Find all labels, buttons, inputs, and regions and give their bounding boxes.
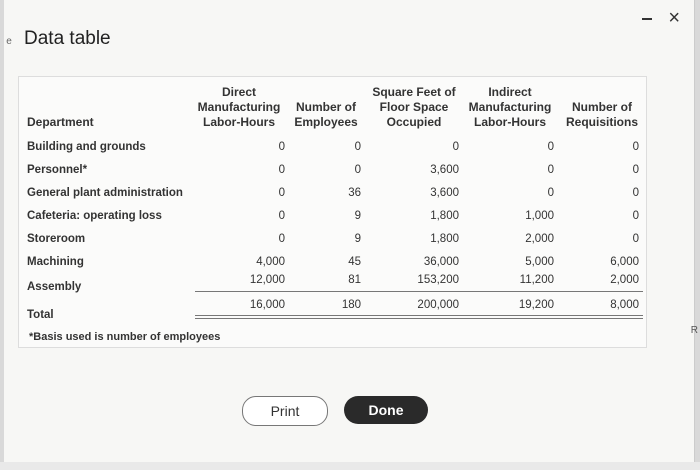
cell-total-emp: 180 bbox=[341, 299, 361, 311]
cell-total-sqft: 200,000 bbox=[417, 299, 459, 311]
cell-sqft: 3,600 bbox=[430, 164, 459, 176]
cell-ilh: 2,000 bbox=[525, 233, 554, 245]
header-indirect-labor-hours: Indirect Manufacturing Labor-Hours bbox=[468, 85, 552, 129]
cell-total-req: 8,000 bbox=[610, 299, 639, 311]
header-direct-labor-hours: Direct Manufacturing Labor-Hours bbox=[197, 85, 281, 129]
cell-dlh: 0 bbox=[278, 187, 285, 199]
cell-dlh: 4,000 bbox=[256, 256, 285, 268]
data-table bbox=[18, 76, 647, 348]
cell-req: 0 bbox=[632, 141, 639, 153]
cell-total-dlh: 16,000 bbox=[249, 299, 285, 311]
cell-dlh: 0 bbox=[278, 164, 285, 176]
total-double-rule-1 bbox=[195, 315, 643, 316]
cell-ilh: 0 bbox=[547, 164, 554, 176]
cell-sqft: 1,800 bbox=[430, 210, 459, 222]
row-label-assembly: Assembly bbox=[27, 281, 82, 293]
cell-emp: 81 bbox=[348, 274, 361, 286]
footnote: *Basis used is number of employees bbox=[29, 331, 221, 343]
cell-emp: 9 bbox=[354, 233, 361, 245]
cell-req: 2,000 bbox=[610, 274, 639, 286]
data-table-dialog bbox=[4, 0, 695, 462]
print-button[interactable]: Print bbox=[242, 396, 328, 426]
cell-emp: 0 bbox=[354, 141, 361, 153]
cell-ilh: 1,000 bbox=[525, 210, 554, 222]
window-controls bbox=[642, 8, 680, 28]
cell-dlh: 12,000 bbox=[249, 274, 285, 286]
total-double-rule-2 bbox=[195, 318, 643, 319]
row-label-general-plant-administration: General plant administration bbox=[27, 187, 183, 199]
cell-emp: 0 bbox=[354, 164, 361, 176]
minimize-icon[interactable] bbox=[642, 18, 652, 20]
cell-ilh: 11,200 bbox=[519, 274, 554, 286]
left-stub: e bbox=[6, 36, 12, 47]
cell-emp: 36 bbox=[348, 187, 361, 199]
cell-req: 6,000 bbox=[610, 256, 639, 268]
cell-sqft: 3,600 bbox=[430, 187, 459, 199]
cell-req: 0 bbox=[632, 187, 639, 199]
cell-sqft: 36,000 bbox=[423, 256, 459, 268]
header-employees: Number of Employees bbox=[294, 100, 358, 129]
cell-ilh: 5,000 bbox=[525, 256, 554, 268]
cell-emp: 9 bbox=[354, 210, 361, 222]
cell-req: 0 bbox=[632, 164, 639, 176]
cell-dlh: 0 bbox=[278, 210, 285, 222]
cell-sqft: 1,800 bbox=[430, 233, 459, 245]
right-edge-text: R bbox=[690, 325, 698, 336]
row-label-cafeteria: Cafeteria: operating loss bbox=[27, 210, 162, 222]
row-label-personnel: Personnel* bbox=[27, 164, 88, 176]
cell-req: 0 bbox=[632, 233, 639, 245]
header-department: Department bbox=[27, 115, 94, 129]
dialog-title: Data table bbox=[24, 28, 111, 49]
cell-dlh: 0 bbox=[278, 141, 285, 153]
cell-emp: 45 bbox=[348, 256, 361, 268]
cell-sqft: 0 bbox=[452, 141, 459, 153]
cell-dlh: 0 bbox=[278, 233, 285, 245]
header-square-feet: Square Feet of Floor Space Occupied bbox=[372, 85, 456, 129]
cell-req: 0 bbox=[632, 210, 639, 222]
cell-ilh: 0 bbox=[547, 141, 554, 153]
cell-total-ilh: 19,200 bbox=[518, 299, 554, 311]
done-button[interactable]: Done bbox=[344, 396, 428, 424]
header-requisitions: Number of Requisitions bbox=[565, 100, 638, 129]
cell-sqft: 153,200 bbox=[417, 274, 459, 286]
close-icon[interactable]: × bbox=[668, 7, 680, 29]
bottom-strip bbox=[0, 462, 700, 470]
row-label-machining: Machining bbox=[27, 256, 84, 268]
cell-ilh: 0 bbox=[547, 187, 554, 199]
row-label-storeroom: Storeroom bbox=[27, 233, 86, 245]
subtotal-rule bbox=[195, 291, 643, 292]
row-label-total: Total bbox=[27, 309, 54, 321]
row-label-building-and-grounds: Building and grounds bbox=[27, 141, 146, 153]
